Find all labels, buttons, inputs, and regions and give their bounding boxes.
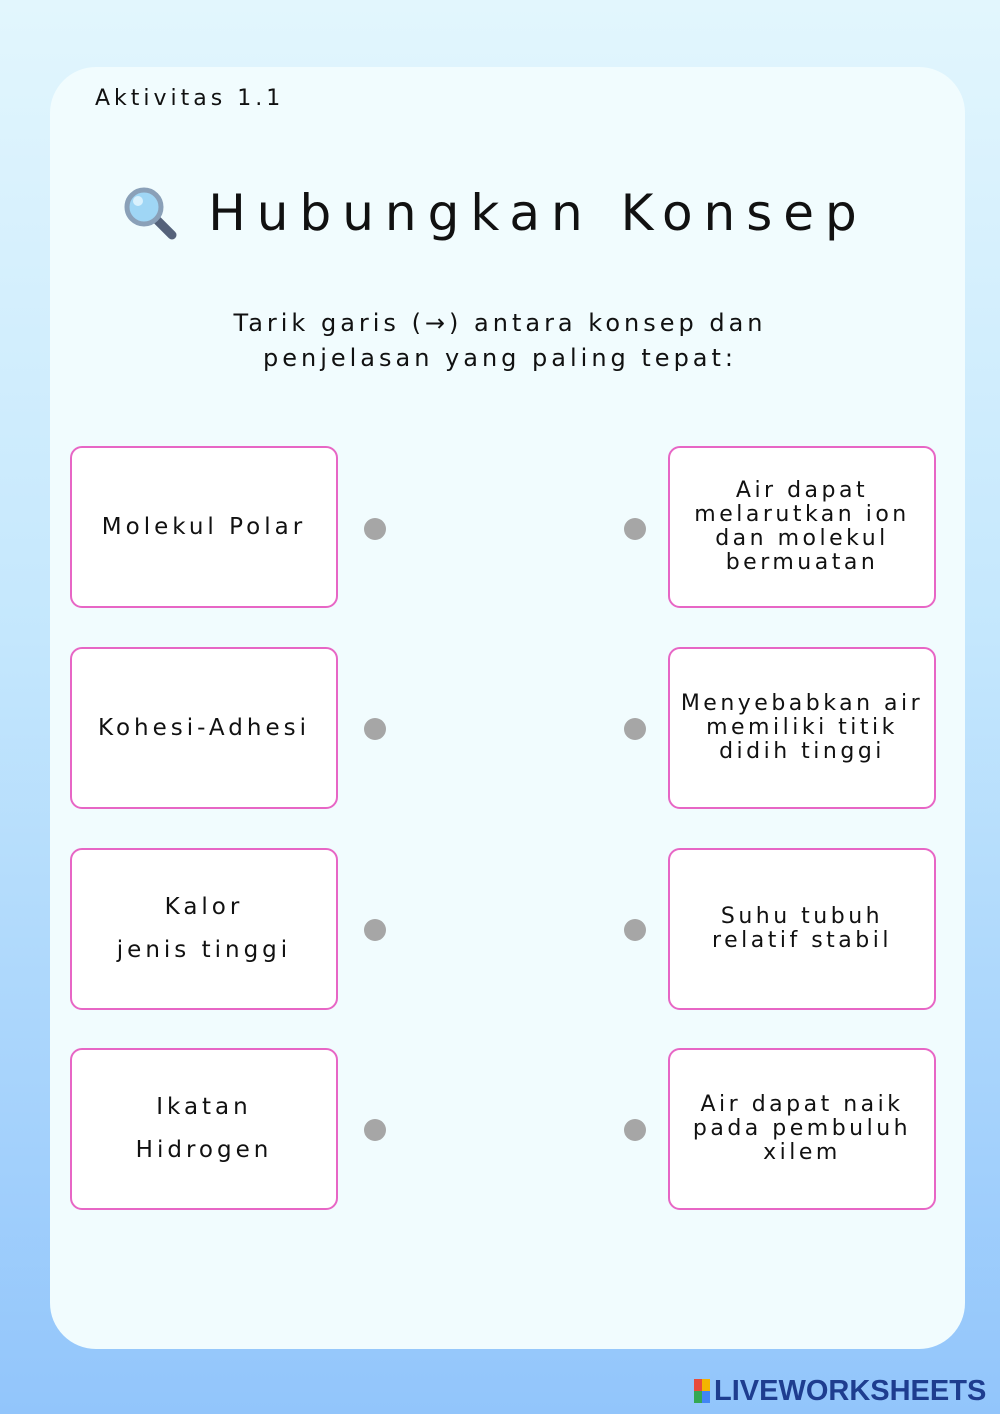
concept-box-molekul-polar[interactable]: [70, 446, 338, 608]
instruction-text: [150, 306, 850, 376]
explanation-label: Air dapat naik pada pembuluh xilem: [692, 1092, 912, 1165]
explanation-connector-dot-4[interactable]: [624, 1119, 646, 1141]
explanation-box-3[interactable]: [668, 848, 936, 1010]
concept-connector-dot-2[interactable]: [364, 718, 386, 740]
explanation-label: Menyebabkan air memiliki titik didih tinggi: [680, 691, 924, 764]
explanation-connector-dot-1[interactable]: [624, 518, 646, 540]
magnifying-glass-icon: [122, 185, 178, 241]
explanation-connector-dot-2[interactable]: [624, 718, 646, 740]
page-title: Hubungkan Konsep: [208, 184, 868, 242]
concept-label: Kohesi-Adhesi: [98, 714, 310, 741]
concept-connector-dot-4[interactable]: [364, 1119, 386, 1141]
explanation-box-4[interactable]: [668, 1048, 936, 1210]
concept-box-kalor-jenis-tinggi[interactable]: [70, 848, 338, 1010]
liveworksheets-logo-text: LIVEWORKSHEETS: [714, 1374, 987, 1407]
concept-label: Ikatan Hidrogen: [135, 1094, 273, 1163]
concept-connector-dot-1[interactable]: [364, 518, 386, 540]
concept-connector-dot-3[interactable]: [364, 919, 386, 941]
concept-label: Kalor jenis tinggi: [116, 894, 292, 963]
explanation-connector-dot-3[interactable]: [624, 919, 646, 941]
explanation-label: Suhu tubuh relatif stabil: [712, 904, 892, 953]
instruction-line-2: penjelasan yang paling tepat:: [262, 344, 738, 372]
liveworksheets-logo-icon: [694, 1379, 710, 1403]
explanation-label: Air dapat melarutkan ion dan molekul bermuatan: [694, 478, 910, 575]
title-row: [0, 178, 1000, 248]
instruction-line-1: Tarik garis (→) antara konsep dan: [233, 309, 767, 337]
explanation-box-1[interactable]: [668, 446, 936, 608]
activity-label: Aktivitas 1.1: [95, 86, 285, 111]
liveworksheets-logo[interactable]: [694, 1376, 986, 1406]
explanation-box-2[interactable]: [668, 647, 936, 809]
concept-label: Molekul Polar: [101, 513, 307, 540]
concept-box-ikatan-hidrogen[interactable]: [70, 1048, 338, 1210]
concept-box-kohesi-adhesi[interactable]: [70, 647, 338, 809]
